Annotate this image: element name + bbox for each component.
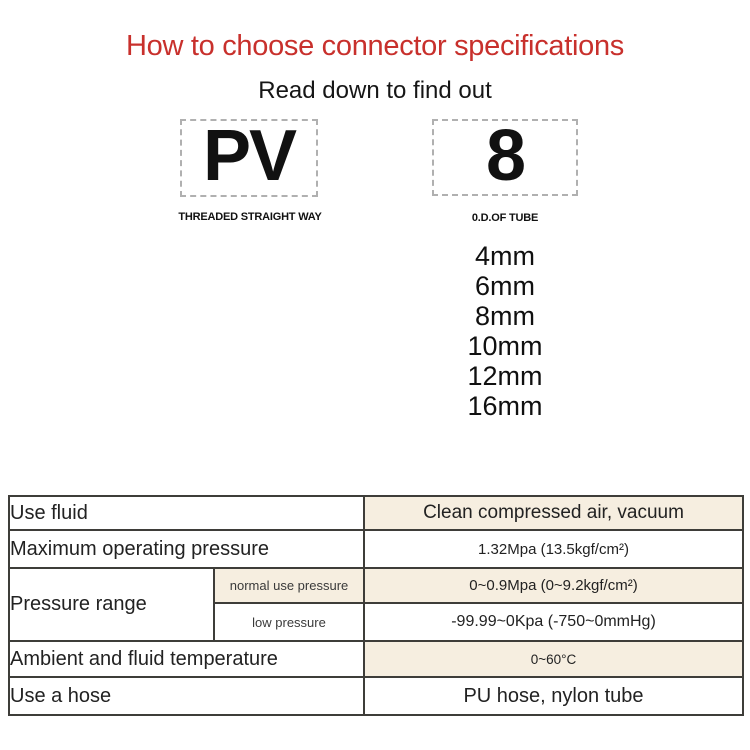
size-option: 8mm (475, 301, 535, 331)
size-option: 10mm (467, 331, 543, 361)
table-row (9, 530, 743, 568)
model-prefix-value: PV (202, 116, 296, 196)
tube-size-value: 8 (485, 115, 525, 196)
tube-size-box (432, 115, 578, 196)
size-option: 16mm (467, 391, 543, 421)
low-pressure-label: low pressure (214, 603, 364, 641)
page-title: How to choose connector specifications (126, 30, 624, 62)
size-option: 6mm (475, 271, 535, 301)
normal-pressure-label: normal use pressure (214, 568, 364, 603)
temperature-label: Ambient and fluid temperature (9, 641, 364, 677)
table-row (9, 677, 743, 715)
tube-size-options-list (405, 241, 605, 421)
size-option: 4mm (475, 241, 535, 271)
model-prefix-box (180, 116, 318, 197)
max-pressure-value: 1.32Mpa (13.5kgf/cm²) (364, 530, 743, 568)
low-pressure-value: -99.99~0Kpa (-750~0mmHg) (364, 603, 743, 641)
pressure-range-label: Pressure range (9, 568, 214, 641)
use-fluid-label: Use fluid (9, 496, 364, 530)
table-row (9, 568, 743, 603)
table-row (9, 641, 743, 677)
size-option: 12mm (467, 361, 543, 391)
model-prefix-label: THREADED STRAIGHT WAY (178, 211, 322, 223)
temperature-value: 0~60°C (364, 641, 743, 677)
specification-table (8, 495, 744, 716)
use-fluid-value: Clean compressed air, vacuum (364, 496, 743, 530)
hose-value: PU hose, nylon tube (364, 677, 743, 715)
normal-pressure-value: 0~0.9Mpa (0~9.2kgf/cm²) (364, 568, 743, 603)
tube-size-label: 0.D.OF TUBE (471, 212, 539, 224)
table-row (9, 496, 743, 530)
max-pressure-label: Maximum operating pressure (9, 530, 364, 568)
page-subtitle: Read down to find out (258, 77, 492, 104)
hose-label: Use a hose (9, 677, 364, 715)
